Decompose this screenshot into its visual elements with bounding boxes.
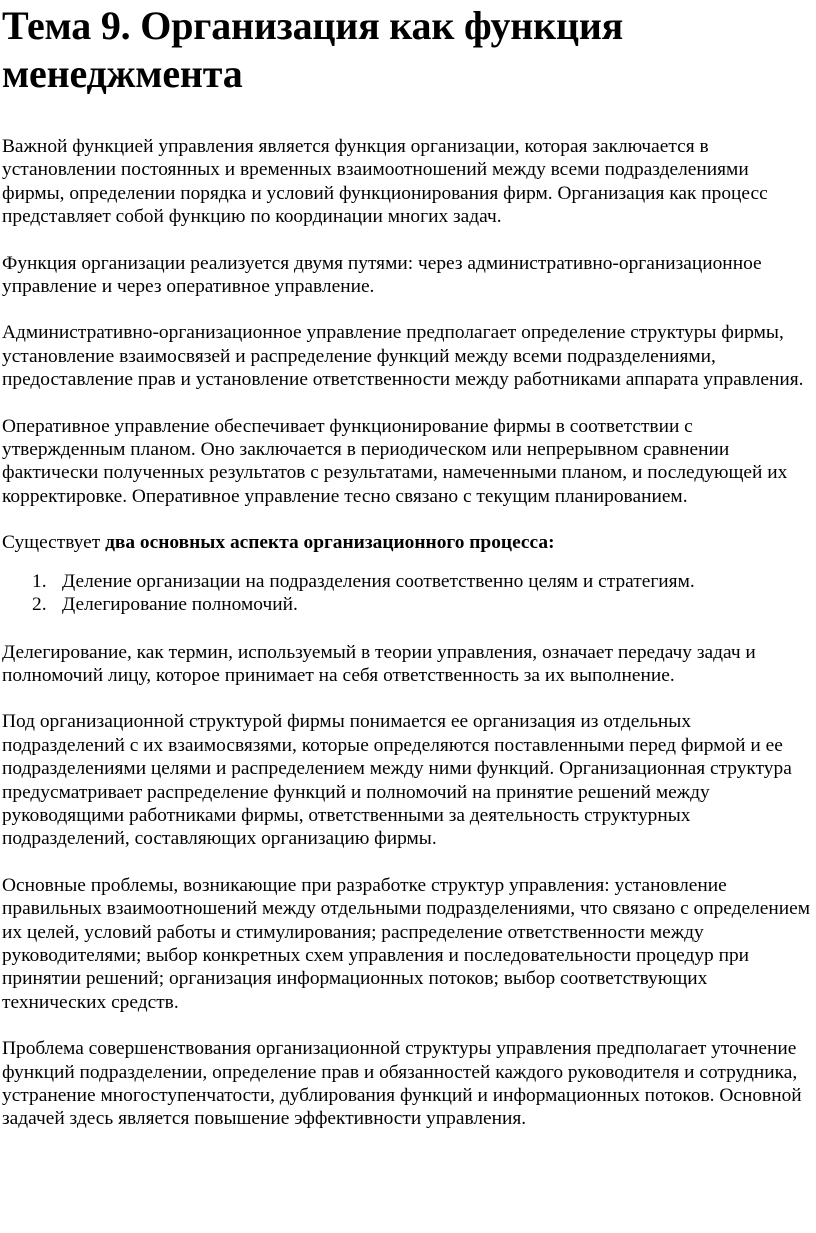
list-item-text: Делегирование полномочий. (62, 594, 298, 616)
paragraph-main-problems: Основные проблемы, возникающие при разработке структур управления: установление правильных взаимоотношений между отдельными подразделениями, что связано с определением их целей, условий работы и стимулирования; распределение ответственности между руководителями; выбор конкретных схем управления и последовательности процедур при принятии решений; организация информационных потоков; выбор соответствующих технических средств. (2, 874, 811, 1013)
list-item (2, 570, 814, 593)
paragraph-aspects-intro (2, 531, 814, 554)
paragraph-org-structure: Под организационной структурой фирмы понимается ее организация из отдельных подразделений с их взаимосвязями, которые определяются поставленными перед фирмой и ее подразделениями целями и распределением между ними функций. Организационная структура предусматривает распределение функций и полномочий на принятие решений между руководящими работниками фирмы, ответственными за деятельность структурных подразделений, составляющих организацию фирмы. (2, 711, 792, 850)
paragraph-organization-function: Важной функцией управления является функция организации, которая заключается в установлении постоянных и временных взаимоотношений между всеми подразделениями фирмы, определении порядка и условий функционирования фирм. Организация как процесс представляет собой функцию по координации многих задач. (2, 136, 768, 228)
paragraph-improvement-problem: Проблема совершенствования организационной структуры управления предполагает уточнение функций подразделении, определение прав и обязанностей каждого руководителя и сотрудника, устранение многоступенчатости, дублирования функций и информационных потоков. Основной задачей здесь является повышение эффективности управления. (2, 1038, 802, 1130)
list-item (2, 593, 814, 616)
list-item-number: 1. (32, 570, 47, 592)
paragraph-delegation: Делегирование, как термин, используемый в теории управления, означает передачу задач и полномочий лицу, которое принимает на себя ответственность за их выполнение. (2, 641, 756, 686)
paragraph-administrative-management: Административно-организационное управление предполагает определение структуры фирмы, установление взаимосвязей и распределение функций между всеми подразделениями, предоставление прав и установление ответственности между работниками аппарата управления. (2, 322, 804, 391)
aspects-list (2, 570, 814, 617)
aspects-intro-bold: два основных аспекта организационного процесса: (105, 532, 555, 554)
paragraph-operational-management: Оперативное управление обеспечивает функционирование фирмы в соответствии с утвержденным планом. Оно заключается в периодическом или непрерывном сравнении фактически полученных результатов с результатами, намеченными планом, и последующей их корректировке. Оперативное управление тесно связано с текущим планированием. (2, 415, 788, 507)
aspects-intro-prefix: Существует (2, 532, 106, 554)
page-title: Тема 9. Организация как функция менеджмента (2, 3, 624, 96)
paragraph-two-ways: Функция организации реализуется двумя путями: через административно-организационное управление и через оперативное управление. (2, 252, 762, 298)
list-item-number: 2. (32, 594, 47, 616)
list-item-text: Деление организации на подразделения соответственно целям и стратегиям. (62, 570, 695, 592)
